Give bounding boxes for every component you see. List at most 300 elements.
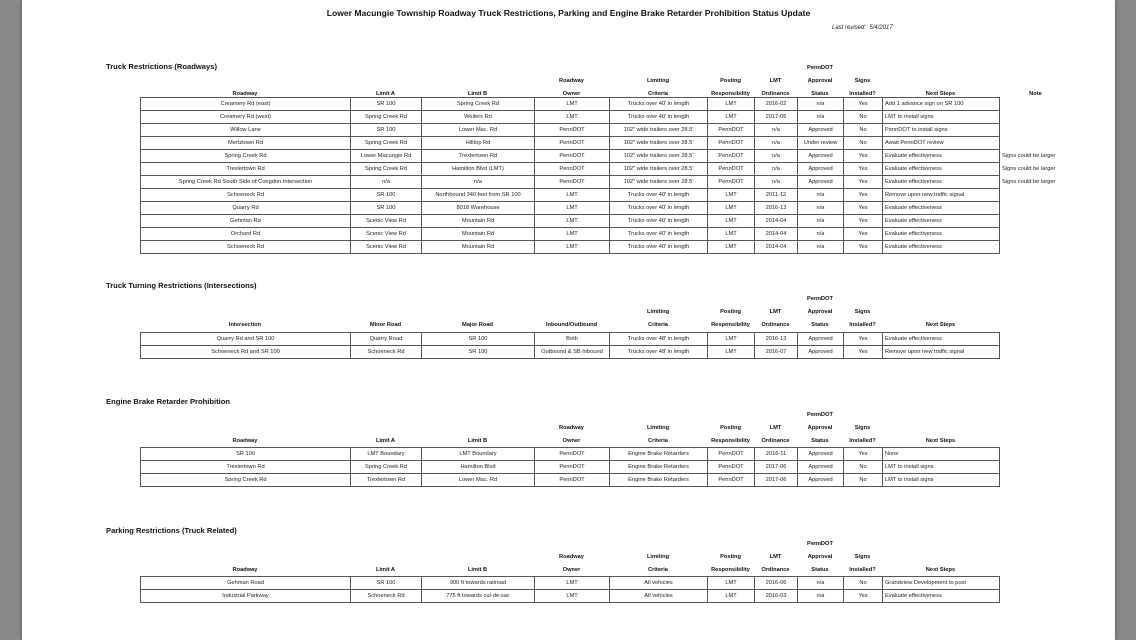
column-header-line (140, 75, 350, 88)
cell-posting: LMT (708, 202, 755, 215)
cell-next-steps: Await PennDOT review (883, 137, 1000, 150)
cell-approval: n/a (798, 577, 844, 590)
cell-limit-b: Hamilton Blvd (422, 461, 535, 474)
cell-next-steps: Grandview Development to post (883, 577, 1000, 590)
column-header-line: Criteria (648, 90, 668, 97)
cell-roadway: Schoeneck Rd (141, 189, 351, 202)
column-header-line: PennDOT (807, 541, 833, 547)
cell-next-steps: Evaluate effectiveness (883, 163, 1000, 176)
cell-posting: LMT (708, 346, 755, 359)
cell-approval: Approved (798, 474, 844, 487)
cell-limit-a: Scenic View Rd (351, 215, 422, 228)
column-header-line (350, 551, 421, 564)
cell-note: Signs could be larger (1000, 150, 1073, 163)
truck-row (141, 215, 1073, 228)
column-header-line (350, 62, 421, 75)
column-header-line (754, 538, 797, 551)
cell-note (1000, 228, 1073, 241)
cell-next-steps: Evaluate effectiveness (883, 590, 1000, 603)
cell-owner: PennDOT (535, 448, 610, 461)
cell-owner: LMT (535, 202, 610, 215)
column-header-line (421, 293, 534, 306)
cell-criteria: Engine Brake Retarders (610, 461, 708, 474)
column-header-line (534, 306, 609, 319)
cell-approval: n/a (798, 590, 844, 603)
cell-limit-a: Lower Macungie Rd (351, 150, 422, 163)
column-header-criteria (609, 409, 707, 447)
cell-limit-a: SR 100 (351, 189, 422, 202)
cell-next-steps: Evaluate effectiveness (883, 215, 1000, 228)
column-header-line: Status (811, 566, 829, 573)
cell-signs: Yes (844, 333, 883, 346)
cell-limit-b: n/a (422, 176, 535, 189)
cell-ordinance: n/a (755, 163, 798, 176)
cell-limit-a: Spring Creek Rd (351, 461, 422, 474)
truck-restrictions-table (140, 97, 1073, 254)
column-header-line: Responsibility (711, 437, 750, 444)
column-header-line (609, 293, 707, 306)
cell-signs: No (844, 124, 883, 137)
column-header-line (140, 62, 350, 75)
column-header-line (350, 409, 421, 422)
cell-criteria: Trucks over 40' in length (610, 228, 708, 241)
truck-row (141, 111, 1073, 124)
cell-criteria: 102" wide trailers over 28.5' (610, 137, 708, 150)
column-header-line (754, 62, 797, 75)
column-header-line: PennDOT (807, 65, 833, 71)
truck-restrictions-title: Truck Restrictions (Roadways) (106, 62, 217, 71)
column-header-line: Limiting (646, 308, 670, 315)
cell-signs: Yes (844, 228, 883, 241)
column-header-line (754, 409, 797, 422)
turning-row (141, 346, 1000, 359)
cell-limit-b: Hilltop Rd (422, 137, 535, 150)
column-header-line: Next Steps (925, 437, 956, 444)
cell-limit-b: Spring Creek Rd (422, 98, 535, 111)
column-header-line: Approval (807, 553, 833, 560)
column-header-line: Ordinance (761, 321, 790, 328)
cell-ordinance: 2014-04 (755, 228, 798, 241)
cell-signs: Yes (844, 346, 883, 359)
cell-owner: LMT (535, 577, 610, 590)
column-header-criteria (609, 62, 707, 100)
column-header-owner (534, 409, 609, 447)
cell-posting: PennDOT (708, 461, 755, 474)
cell-limit-b: Northbound 340 feet from SR 100 (422, 189, 535, 202)
column-header-line (350, 75, 421, 88)
cell-ordinance: 2017-06 (755, 461, 798, 474)
cell-next-steps: Evaluate effectiveness (883, 333, 1000, 346)
column-header-line: Limit A (375, 566, 396, 573)
cell-signs: No (844, 137, 883, 150)
cell-next-steps: Add 1 advance sign on SR 100 (883, 98, 1000, 111)
cell-limit-a: Quarry Road (351, 333, 422, 346)
column-header-note (999, 62, 1072, 100)
cell-note: Signs could be larger (1000, 163, 1073, 176)
column-header-line: Roadway (559, 424, 584, 431)
cell-criteria: 102" wide trailers over 28.5' (610, 150, 708, 163)
cell-criteria: All vehicles (610, 590, 708, 603)
column-header-line: Major Road (462, 321, 493, 328)
column-header-line (609, 62, 707, 75)
cell-criteria: Trucks over 40' in length (610, 241, 708, 254)
cell-posting: LMT (708, 111, 755, 124)
engine-brake-title: Engine Brake Retarder Prohibition (106, 397, 231, 406)
cell-roadway: Creamery Rd (west) (141, 111, 351, 124)
column-header-line: Limiting (646, 77, 670, 84)
column-header-line: Limit B (467, 566, 488, 573)
cell-limit-a: SR 100 (351, 124, 422, 137)
cell-roadway: Quarry Rd and SR 100 (141, 333, 351, 346)
cell-roadway: Trexlertown Rd (141, 163, 351, 176)
cell-criteria: Trucks over 40' in length (610, 189, 708, 202)
cell-roadway: Schoeneck Rd and SR 100 (141, 346, 351, 359)
cell-next-steps: Remove upon new traffic signal (883, 346, 1000, 359)
column-header-line: Responsibility (711, 566, 750, 573)
cell-posting: LMT (708, 98, 755, 111)
cell-limit-b: Mountain Rd (422, 228, 535, 241)
column-header-criteria (609, 293, 707, 331)
column-header-line: Note (1029, 90, 1042, 97)
column-header-line: Status (811, 90, 829, 97)
column-header-line: Inbound/Outbound (545, 321, 598, 328)
column-header-line: Roadway (559, 553, 584, 560)
truck-row (141, 124, 1073, 137)
column-header-next-steps (882, 62, 999, 100)
cell-limit-a: SR 100 (351, 98, 422, 111)
cell-owner: Both (535, 333, 610, 346)
column-header-line: LMT (769, 424, 782, 431)
column-header-line: Approval (807, 77, 833, 84)
column-header-line (609, 538, 707, 551)
column-header-line: Limit A (375, 90, 396, 97)
cell-limit-b: Mountain Rd (422, 241, 535, 254)
cell-owner: LMT (535, 228, 610, 241)
column-header-line (140, 409, 350, 422)
cell-limit-a: Schoeneck Rd (351, 346, 422, 359)
cell-ordinance: 2016-13 (755, 202, 798, 215)
column-header-line: Minor Road (369, 321, 402, 328)
column-header-approval (797, 62, 843, 100)
column-header-line: Status (811, 437, 829, 444)
cell-roadway: Mertztown Rd (141, 137, 351, 150)
cell-owner: PennDOT (535, 474, 610, 487)
truck-row (141, 98, 1073, 111)
cell-limit-a: n/a (351, 176, 422, 189)
cell-limit-b: Lower Mac. Rd (422, 124, 535, 137)
cell-roadway: Quarry Rd (141, 202, 351, 215)
column-header-approval (797, 293, 843, 331)
cell-posting: PennDOT (708, 137, 755, 150)
column-header-line (350, 422, 421, 435)
cell-owner: LMT (535, 215, 610, 228)
column-header-ordinance (754, 409, 797, 447)
engine-row (141, 448, 1000, 461)
column-header-line (843, 293, 882, 306)
column-header-line: Signs (854, 424, 871, 431)
cell-next-steps: None (883, 448, 1000, 461)
cell-approval: n/a (798, 202, 844, 215)
column-header-line (707, 409, 754, 422)
cell-limit-b: Mountain Rd (422, 215, 535, 228)
column-header-line (350, 293, 421, 306)
truck-row (141, 137, 1073, 150)
column-header-line: Next Steps (925, 566, 956, 573)
column-header-ordinance (754, 293, 797, 331)
cell-criteria: Trucks over 48' in length (610, 346, 708, 359)
cell-criteria: 102" wide trailers over 28.5' (610, 163, 708, 176)
cell-criteria: Engine Brake Retarders (610, 448, 708, 461)
column-header-line (882, 538, 999, 551)
cell-criteria: Trucks over 48' in length (610, 333, 708, 346)
column-header-line: Next Steps (925, 321, 956, 328)
column-header-line (999, 62, 1072, 75)
column-header-line: PennDOT (807, 412, 833, 418)
cell-ordinance: 2017-06 (755, 474, 798, 487)
cell-ordinance: 2014-04 (755, 241, 798, 254)
cell-approval: Approved (798, 448, 844, 461)
cell-signs: Yes (844, 215, 883, 228)
column-header-line (534, 409, 609, 422)
cell-approval: n/a (798, 98, 844, 111)
column-header-line: Criteria (648, 437, 668, 444)
cell-approval: Approved (798, 346, 844, 359)
cell-owner: LMT (535, 241, 610, 254)
column-header-line (882, 293, 999, 306)
cell-owner: PennDOT (535, 163, 610, 176)
cell-criteria: Trucks over 40' in length (610, 111, 708, 124)
column-header-line (140, 306, 350, 319)
cell-note (1000, 202, 1073, 215)
column-header-line (421, 62, 534, 75)
column-header-line (421, 422, 534, 435)
column-header-owner (534, 538, 609, 576)
cell-limit-a: Spring Creek Rd (351, 111, 422, 124)
cell-roadway: Gehman Road (141, 577, 351, 590)
cell-posting: LMT (708, 189, 755, 202)
cell-posting: PennDOT (708, 176, 755, 189)
column-header-line (140, 538, 350, 551)
column-header-line: Posting (720, 77, 741, 84)
column-header-line: Installed? (849, 90, 876, 97)
column-header-line: Signs (854, 77, 871, 84)
cell-approval: Approved (798, 333, 844, 346)
column-header-line (609, 409, 707, 422)
truck-row (141, 176, 1073, 189)
cell-approval: Approved (798, 461, 844, 474)
cell-signs: Yes (844, 98, 883, 111)
cell-roadway: Creamery Rd (east) (141, 98, 351, 111)
column-header-line: Responsibility (711, 321, 750, 328)
cell-limit-b: Trexlertown Rd (422, 150, 535, 163)
column-header-line: Owner (562, 566, 581, 573)
column-header-line (350, 306, 421, 319)
cell-posting: LMT (708, 590, 755, 603)
cell-approval: Approved (798, 150, 844, 163)
cell-ordinance: n/a (755, 150, 798, 163)
cell-signs: Yes (844, 202, 883, 215)
cell-ordinance: n/a (755, 176, 798, 189)
cell-approval: n/a (798, 189, 844, 202)
column-header-line (421, 538, 534, 551)
column-header-limit-b (421, 409, 534, 447)
column-header-line: Roadway (232, 566, 258, 573)
cell-ordinance: 2016-13 (755, 333, 798, 346)
cell-signs: No (844, 461, 883, 474)
cell-limit-b: SR 100 (422, 333, 535, 346)
column-header-limit-a (350, 538, 421, 576)
column-header-line: Approval (807, 308, 833, 315)
cell-owner: PennDOT (535, 461, 610, 474)
last-revised-date: 5/4/2017 (869, 25, 893, 31)
column-header-next-steps (882, 293, 999, 331)
cell-roadway: Orchard Rd (141, 228, 351, 241)
column-header-line: Approval (807, 424, 833, 431)
cell-owner: LMT (535, 590, 610, 603)
column-header-line: LMT (769, 553, 782, 560)
cell-limit-a: Spring Creek Rd (351, 137, 422, 150)
column-header-signs (843, 409, 882, 447)
cell-posting: PennDOT (708, 150, 755, 163)
cell-next-steps: Evaluate effectiveness (883, 228, 1000, 241)
cell-limit-a: Schoeneck Rd (351, 590, 422, 603)
cell-approval: Approved (798, 124, 844, 137)
truck-row (141, 241, 1073, 254)
column-header-line (140, 551, 350, 564)
column-header-line: Owner (562, 90, 581, 97)
cell-posting: PennDOT (708, 448, 755, 461)
parking-row (141, 590, 1000, 603)
cell-signs: Yes (844, 590, 883, 603)
document-page (22, 0, 1115, 640)
cell-note: Signs could be larger (1000, 176, 1073, 189)
cell-note (1000, 137, 1073, 150)
column-header-line: LMT (769, 308, 782, 315)
column-header-next-steps (882, 538, 999, 576)
column-header-line (707, 538, 754, 551)
cell-note (1000, 111, 1073, 124)
cell-criteria: Engine Brake Retarders (610, 474, 708, 487)
cell-approval: n/a (798, 228, 844, 241)
cell-ordinance: 2016-11 (755, 448, 798, 461)
cell-signs: Yes (844, 176, 883, 189)
cell-limit-a: LMT Boundary (351, 448, 422, 461)
column-header-line (882, 551, 999, 564)
cell-signs: No (844, 111, 883, 124)
column-header-line (421, 409, 534, 422)
cell-limit-b: LMT Boundary (422, 448, 535, 461)
cell-ordinance: 2016-03 (755, 590, 798, 603)
column-header-next-steps (882, 409, 999, 447)
column-header-line: Limit A (375, 437, 396, 444)
column-header-line: Criteria (648, 566, 668, 573)
column-header-owner (534, 293, 609, 331)
column-header-roadway (140, 409, 350, 447)
cell-limit-b: 775 ft towards cul-de-sac (422, 590, 535, 603)
column-header-line: Installed? (849, 437, 876, 444)
column-header-owner (534, 62, 609, 100)
cell-criteria: Trucks over 40' in length (610, 215, 708, 228)
turning-row (141, 333, 1000, 346)
column-header-line: Posting (720, 308, 741, 315)
cell-limit-b: Lower Mac. Rd (422, 474, 535, 487)
cell-approval: n/a (798, 241, 844, 254)
column-header-line: Posting (720, 424, 741, 431)
parking-row (141, 577, 1000, 590)
cell-ordinance: 2016-06 (755, 577, 798, 590)
column-header-signs (843, 293, 882, 331)
cell-note (1000, 124, 1073, 137)
cell-roadway: Spring Creek Rd South Side of Congdon Intersection (141, 176, 351, 189)
column-header-ordinance (754, 538, 797, 576)
column-header-line (999, 75, 1072, 88)
column-header-line: Installed? (849, 321, 876, 328)
column-header-line (882, 306, 999, 319)
column-header-limit-a (350, 62, 421, 100)
cell-signs: Yes (844, 189, 883, 202)
column-header-line: PennDOT (807, 296, 833, 302)
column-header-signs (843, 538, 882, 576)
cell-limit-a: SR 100 (351, 202, 422, 215)
engine-brake-table (140, 447, 1000, 487)
column-header-line (707, 293, 754, 306)
cell-posting: LMT (708, 333, 755, 346)
cell-limit-a: Spring Creek Rd (351, 163, 422, 176)
parking-restrictions-table (140, 576, 1000, 603)
cell-posting: PennDOT (708, 124, 755, 137)
cell-note (1000, 189, 1073, 202)
cell-ordinance: 2014-04 (755, 215, 798, 228)
cell-limit-a: Scenic View Rd (351, 228, 422, 241)
column-header-signs (843, 62, 882, 100)
cell-signs: Yes (844, 241, 883, 254)
cell-owner: LMT (535, 111, 610, 124)
cell-posting: LMT (708, 241, 755, 254)
column-header-criteria (609, 538, 707, 576)
truck-row (141, 163, 1073, 176)
cell-next-steps: Evaluate effectiveness (883, 150, 1000, 163)
cell-owner: LMT (535, 189, 610, 202)
column-header-limit-b (421, 62, 534, 100)
column-header-line (707, 62, 754, 75)
cell-limit-b: 8018 Warehouse (422, 202, 535, 215)
column-header-limit-b (421, 293, 534, 331)
column-header-ordinance (754, 62, 797, 100)
column-header-line (882, 62, 999, 75)
column-header-limit-b (421, 538, 534, 576)
cell-limit-a: SR 100 (351, 577, 422, 590)
cell-signs: No (844, 577, 883, 590)
cell-limit-b: 900 ft towards railroad (422, 577, 535, 590)
cell-next-steps: Evaluate effectiveness (883, 202, 1000, 215)
cell-approval: Approved (798, 163, 844, 176)
cell-note (1000, 241, 1073, 254)
cell-ordinance: n/a (755, 137, 798, 150)
cell-note (1000, 98, 1073, 111)
column-header-line (843, 409, 882, 422)
cell-signs: No (844, 474, 883, 487)
cell-roadway: Willow Lane (141, 124, 351, 137)
cell-ordinance: 2016-07 (755, 346, 798, 359)
column-header-line: Installed? (849, 566, 876, 573)
column-header-line (140, 422, 350, 435)
column-header-line: LMT (769, 77, 782, 84)
cell-approval: Approved (798, 176, 844, 189)
column-header-approval (797, 538, 843, 576)
truck-row (141, 189, 1073, 202)
column-header-line: Responsibility (711, 90, 750, 97)
cell-next-steps: Evaluate effectiveness (883, 176, 1000, 189)
